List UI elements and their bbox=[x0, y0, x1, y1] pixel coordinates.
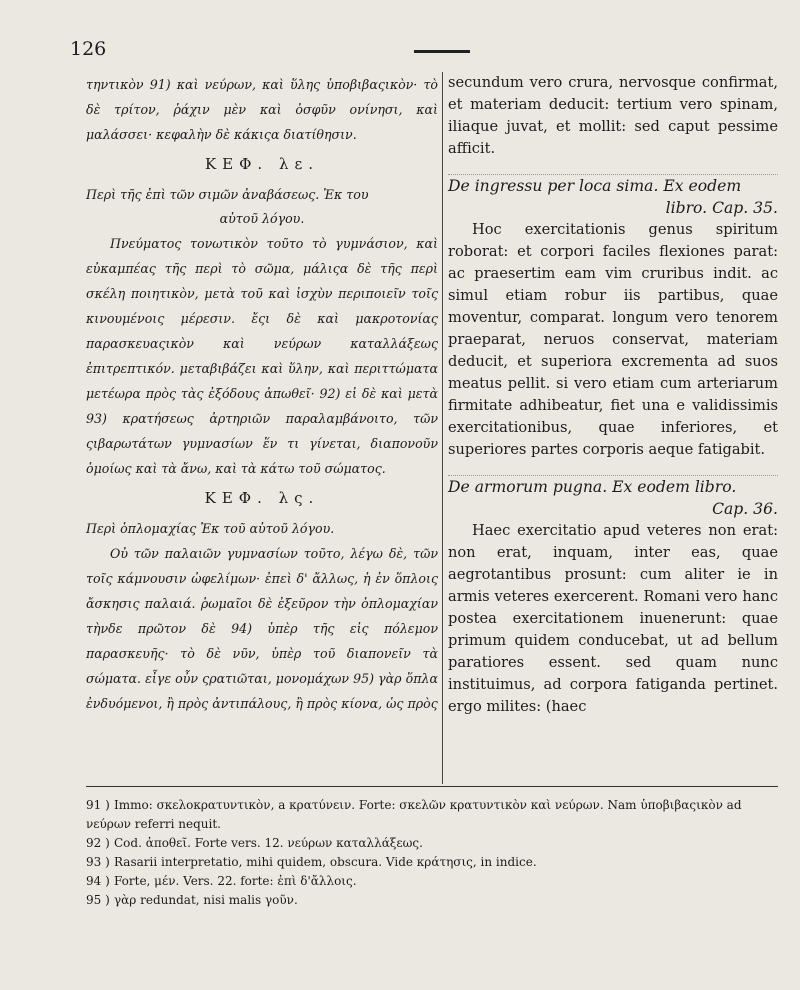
latin-paragraph-3: Haec exercitatio apud veteres non erat: non erat, inquam, inter eas, quae aegrotantibus prosunt: cum aliter ie in armis veteres exercerent. Romani vero hanc postea exercitationem inuenerunt: quae primum quidem conducebat, ut ad bellum paratiores essent. sed quam nunc instituimus, ad corpora fatiganda pertinet. ergo milites: (haec bbox=[448, 522, 778, 715]
footnote-number: 91 ) bbox=[86, 798, 110, 812]
greek-paragraph-2: Πνεύματος τονωτικὸν τοῦτο τὸ γυμνάσιον, καὶ εὐκαμπέας τῆς περὶ τὸ σῶμα, μάλιςα δὲ τῆς περὶ σκέλη ποιητικὸν, μετὰ τοῦ καὶ ἰσχὺν περιποιεῖν τοῖς κινουμένοις μέρεσιν. ἔςι δὲ καὶ μακροτονίας παρασκευαςικὸν καὶ νεύρων καταλλάξεως ἐπιτρεπτικόν. μεταβιβάζει καὶ ὕλην, καὶ περιττώματα μετέωρα πρὸς τὰς ἐξόδους ἀπωθεῖ· 92) εἰ δὲ καὶ μετὰ 93) κρατήσεως ἀρτηριῶν παραλαμβάνοιτο, τῶν ςιβαρωτάτων γυμνασίων ἕν τι γίνεται, διαπονοῦν ὁμοίως καὶ τὰ ἄνω, καὶ τὰ κάτω τοῦ σώματος. bbox=[86, 236, 438, 476]
footnote-text: Forte, μέν. Vers. 22. forte: ἐπὶ δ'ἄλλοις. bbox=[114, 874, 357, 888]
footnote-number: 94 ) bbox=[86, 874, 110, 888]
footnote-91 bbox=[86, 796, 778, 834]
greek-chapter-heading-35: ΚΕΦ. λε. bbox=[204, 155, 320, 173]
page-number: 126 bbox=[70, 38, 107, 60]
footnote-text: Cod. ἀποθεῖ. Forte vers. 12. νεύρων καταλλάξεως. bbox=[114, 836, 423, 850]
latin-section-title-1 bbox=[448, 175, 778, 219]
header-rule bbox=[414, 50, 470, 53]
greek-chapter-heading-36: ΚΕΦ. λς. bbox=[204, 489, 320, 507]
latin-section-title-1-line-1: De ingressu per loca sima. Ex eodem bbox=[448, 177, 742, 195]
greek-paragraph-3: Οὐ τῶν παλαιῶν γυμνασίων τοῦτο, λέγω δὲ, τῶν τοῖς κάμνουσιν ὠφελίμων· ἐπεὶ δ' ἄλλως, ἡ ἐν ὅπλοις ἄσκησις παλαιά. ῥωμαῖοι δὲ ἐξεῦρον τὴν ὁπλομαχίαν τὴνδε πρῶτον δὲ 94) ὑπὲρ τῆς εἰς πόλεμον παρασκευῆς· τὸ δὲ νῦν, ὑπὲρ τοῦ διαπονεῖν τὰ σώματα. εἶγε οὖν ςρατιῶται, μονομάχων 95) γὰρ ὅπλα ἐνδυόμενοι, ἢ πρὸς ἀντιπάλους, ἢ πρὸς κίονα, ὡς πρὸς bbox=[86, 546, 438, 711]
latin-paragraph-2: Hoc exercitationis genus spiritum roborat: et corpori faciles flexiones parat: ac praesertim eam vim cruribus indit. ac simul etiam robur iis partibus, quae moventur, comparat. longum vero tenorem praeparat, neruos conservat, materiam deducit, et superiora excrementa ad suos meatus pellit. si vero etiam cum arteriarum firmitate adhibeatur, fiet una e validissimis exercitationibus, quae inferiores, et superiores partes corporis aeque fatigabit. bbox=[448, 221, 778, 458]
footnote-number: 95 ) bbox=[86, 893, 110, 907]
greek-section-title-1-line-2: αὐτοῦ λόγου. bbox=[219, 211, 305, 226]
footnote-number: 93 ) bbox=[86, 855, 110, 869]
greek-section-title-1-line-1: Περὶ τῆς ἐπὶ τῶν σιμῶν ἀναβάσεως. Ἐκ του bbox=[86, 187, 369, 202]
column-divider bbox=[442, 72, 443, 784]
footnote-number: 92 ) bbox=[86, 836, 110, 850]
footnote-95 bbox=[86, 891, 778, 910]
footnotes bbox=[86, 796, 778, 910]
footnote-93 bbox=[86, 853, 778, 872]
footnote-92 bbox=[86, 834, 778, 853]
latin-column bbox=[448, 72, 778, 718]
footnote-text: γὰρ redundat, nisi malis γοῦν. bbox=[114, 893, 298, 907]
latin-section-title-2-line-2: Cap. 36. bbox=[712, 500, 778, 518]
footnote-94 bbox=[86, 872, 778, 891]
footnote-text: Immo: σκελοκρατυντικὸν, a κρατύνειν. Forte: σκελῶν κρατυντικὸν καὶ νεύρων. Nam ὑποβιβαςικὸν ad νεύρων referri nequit. bbox=[86, 798, 742, 831]
greek-section-title-1 bbox=[86, 183, 438, 231]
footnote-text: Rasarii interpretatio, mihi quidem, obscura. Vide κράτησις, in indice. bbox=[114, 855, 537, 869]
latin-paragraph-1: secundum vero crura, nervosque confirmat, et materiam deducit: tertium vero spinam, iliaque juvat, et mollit: sed caput pessime afficit. bbox=[448, 74, 778, 157]
latin-section-title-2-line-1: De armorum pugna. Ex eodem libro. bbox=[448, 478, 737, 496]
latin-section-title-1-line-2: libro. Cap. 35. bbox=[665, 199, 778, 217]
greek-section-title-2: Περὶ ὁπλομαχίας Ἐκ τοῦ αὐτοῦ λόγου. bbox=[86, 521, 335, 536]
latin-section-title-2 bbox=[448, 476, 778, 520]
greek-column bbox=[86, 72, 438, 716]
greek-paragraph-1: τηντικὸν 91) καὶ νεύρων, καὶ ὕλης ὑποβιβαςικὸν· τὸ δὲ τρίτον, ῥάχιν μὲν καὶ ὀσφῦν ονίνησι, καὶ μαλάσσει· κεφαλὴν δὲ κάκιςα διατίθησιν. bbox=[86, 77, 438, 142]
footnote-rule bbox=[86, 786, 778, 787]
